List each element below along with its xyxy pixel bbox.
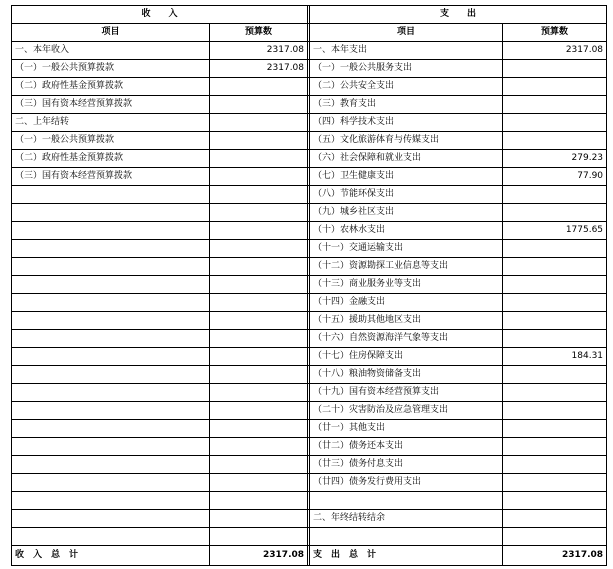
income-amount-cell xyxy=(210,78,308,96)
expense-item-cell: （二）公共安全支出 xyxy=(310,78,503,96)
expense-item-cell: （七）卫生健康支出 xyxy=(310,168,503,186)
income-total-amount: 2317.08 xyxy=(210,546,308,566)
income-amount-cell xyxy=(210,258,308,276)
expense-item-cell: （廿一）其他支出 xyxy=(310,420,503,438)
expense-item-cell: （十八）粮油物资储备支出 xyxy=(310,366,503,384)
expense-item-cell: （十二）资源勘探工业信息等支出 xyxy=(310,258,503,276)
income-amount-cell xyxy=(210,402,308,420)
total-row xyxy=(12,546,607,566)
income-item-cell: （一）一般公共预算拨款 xyxy=(12,132,210,150)
expense-amount-cell xyxy=(503,240,607,258)
section-header-row xyxy=(12,6,607,24)
expense-item-cell: （六）社会保障和就业支出 xyxy=(310,150,503,168)
expense-amount-cell: 1775.65 xyxy=(503,222,607,240)
income-amount-cell xyxy=(210,330,308,348)
income-amount-cell xyxy=(210,294,308,312)
expense-amount-cell: 184.31 xyxy=(503,348,607,366)
income-item-cell: （三）国有资本经营预算拨款 xyxy=(12,168,210,186)
expense-total-label: 支 出 总 计 xyxy=(310,546,503,566)
table-row xyxy=(12,258,607,276)
expense-amount-cell xyxy=(503,276,607,294)
income-amount-cell xyxy=(210,438,308,456)
income-amount-cell xyxy=(210,366,308,384)
expense-amount-cell xyxy=(503,474,607,492)
income-amount-cell: 2317.08 xyxy=(210,60,308,78)
income-item-cell xyxy=(12,258,210,276)
income-item-cell xyxy=(12,366,210,384)
income-item-cell xyxy=(12,402,210,420)
expense-amount-cell xyxy=(503,294,607,312)
income-amount-cell xyxy=(210,420,308,438)
table-row xyxy=(12,114,607,132)
table-row xyxy=(12,438,607,456)
expense-amount-cell xyxy=(503,402,607,420)
income-amount-cell xyxy=(210,456,308,474)
income-item-cell xyxy=(12,204,210,222)
income-amount-cell xyxy=(210,312,308,330)
expense-item-cell: （十三）商业服务业等支出 xyxy=(310,276,503,294)
table-row xyxy=(12,366,607,384)
table-row xyxy=(12,510,607,528)
expense-amount-cell xyxy=(503,456,607,474)
table-row xyxy=(12,222,607,240)
table-row xyxy=(12,78,607,96)
income-item-cell: 二、上年结转 xyxy=(12,114,210,132)
income-item-cell xyxy=(12,420,210,438)
table-row xyxy=(12,96,607,114)
expense-amount-cell xyxy=(503,366,607,384)
income-item-header: 项目 xyxy=(12,24,210,42)
income-item-cell xyxy=(12,528,210,546)
income-item-cell xyxy=(12,222,210,240)
table-row xyxy=(12,132,607,150)
expense-amount-header: 预算数 xyxy=(503,24,607,42)
table-row xyxy=(12,276,607,294)
income-item-cell xyxy=(12,474,210,492)
income-amount-cell xyxy=(210,186,308,204)
expense-amount-cell xyxy=(503,60,607,78)
income-item-cell xyxy=(12,348,210,366)
income-amount-cell xyxy=(210,204,308,222)
income-item-cell xyxy=(12,312,210,330)
expense-amount-cell: 279.23 xyxy=(503,150,607,168)
income-amount-cell xyxy=(210,150,308,168)
table-row xyxy=(12,204,607,222)
table-row xyxy=(12,60,607,78)
income-amount-header: 预算数 xyxy=(210,24,308,42)
expense-amount-cell xyxy=(503,312,607,330)
table-row xyxy=(12,42,607,60)
income-item-cell xyxy=(12,510,210,528)
expense-item-cell: （廿三）债务付息支出 xyxy=(310,456,503,474)
expense-amount-cell xyxy=(503,78,607,96)
expense-amount-cell xyxy=(503,114,607,132)
income-amount-cell xyxy=(210,348,308,366)
expense-item-cell: （十九）国有资本经营预算支出 xyxy=(310,384,503,402)
expense-item-cell: （八）节能环保支出 xyxy=(310,186,503,204)
column-header-row xyxy=(12,24,607,42)
income-item-cell: 一、本年收入 xyxy=(12,42,210,60)
table-body xyxy=(12,42,607,546)
expense-item-cell: （三）教育支出 xyxy=(310,96,503,114)
budget-table xyxy=(11,5,607,566)
income-item-cell xyxy=(12,294,210,312)
income-amount-cell xyxy=(210,96,308,114)
expense-amount-cell: 2317.08 xyxy=(503,42,607,60)
table-row xyxy=(12,168,607,186)
income-amount-cell xyxy=(210,114,308,132)
table-row xyxy=(12,240,607,258)
expense-amount-cell: 77.90 xyxy=(503,168,607,186)
income-section-header: 收 入 xyxy=(12,6,308,24)
income-item-cell xyxy=(12,276,210,294)
income-amount-cell xyxy=(210,276,308,294)
expense-amount-cell xyxy=(503,384,607,402)
expense-item-cell: （一）一般公共服务支出 xyxy=(310,60,503,78)
income-item-cell: （一）一般公共预算拨款 xyxy=(12,60,210,78)
expense-item-cell: （十四）金融支出 xyxy=(310,294,503,312)
income-item-cell xyxy=(12,186,210,204)
income-total-label: 收 入 总 计 xyxy=(12,546,210,566)
income-amount-cell xyxy=(210,384,308,402)
expense-item-header: 项目 xyxy=(310,24,503,42)
expense-item-cell: 一、本年支出 xyxy=(310,42,503,60)
income-amount-cell: 2317.08 xyxy=(210,42,308,60)
income-amount-cell xyxy=(210,510,308,528)
income-item-cell: （二）政府性基金预算拨款 xyxy=(12,150,210,168)
expense-item-cell: （二十）灾害防治及应急管理支出 xyxy=(310,402,503,420)
income-amount-cell xyxy=(210,168,308,186)
expense-item-cell: （廿四）债务发行费用支出 xyxy=(310,474,503,492)
expense-amount-cell xyxy=(503,330,607,348)
income-item-cell xyxy=(12,438,210,456)
expense-amount-cell xyxy=(503,132,607,150)
expense-item-cell: （十六）自然资源海洋气象等支出 xyxy=(310,330,503,348)
expense-item-cell: （十一）交通运输支出 xyxy=(310,240,503,258)
income-amount-cell xyxy=(210,222,308,240)
expense-item-cell: （十七）住房保障支出 xyxy=(310,348,503,366)
expense-item-cell: （四）科学技术支出 xyxy=(310,114,503,132)
table-row xyxy=(12,312,607,330)
income-item-cell xyxy=(12,240,210,258)
income-amount-cell xyxy=(210,474,308,492)
income-amount-cell xyxy=(210,528,308,546)
income-item-cell xyxy=(12,456,210,474)
expense-item-cell: （十）农林水支出 xyxy=(310,222,503,240)
expense-item-cell: （十五）援助其他地区支出 xyxy=(310,312,503,330)
income-amount-cell xyxy=(210,492,308,510)
expense-total-amount: 2317.08 xyxy=(503,546,607,566)
expense-amount-cell xyxy=(503,258,607,276)
expense-amount-cell xyxy=(503,186,607,204)
income-item-cell: （三）国有资本经营预算拨款 xyxy=(12,96,210,114)
expense-amount-cell xyxy=(503,492,607,510)
table-row xyxy=(12,420,607,438)
expense-item-cell: （九）城乡社区支出 xyxy=(310,204,503,222)
table-row xyxy=(12,474,607,492)
income-amount-cell xyxy=(210,132,308,150)
income-item-cell xyxy=(12,492,210,510)
table-row xyxy=(12,402,607,420)
expense-amount-cell xyxy=(503,204,607,222)
income-item-cell: （二）政府性基金预算拨款 xyxy=(12,78,210,96)
table-row xyxy=(12,384,607,402)
income-item-cell xyxy=(12,384,210,402)
expense-item-cell: 二、年终结转结余 xyxy=(310,510,503,528)
income-item-cell xyxy=(12,330,210,348)
table-row xyxy=(12,294,607,312)
expense-item-cell: （五）文化旅游体育与传媒支出 xyxy=(310,132,503,150)
expense-amount-cell xyxy=(503,96,607,114)
expense-item-cell: （廿二）债务还本支出 xyxy=(310,438,503,456)
table-row xyxy=(12,492,607,510)
table-row xyxy=(12,456,607,474)
expense-amount-cell xyxy=(503,528,607,546)
expense-amount-cell xyxy=(503,420,607,438)
income-amount-cell xyxy=(210,240,308,258)
table-row xyxy=(12,150,607,168)
table-row xyxy=(12,348,607,366)
expense-amount-cell xyxy=(503,510,607,528)
expense-amount-cell xyxy=(503,438,607,456)
expense-item-cell xyxy=(310,492,503,510)
expense-item-cell xyxy=(310,528,503,546)
table-row xyxy=(12,330,607,348)
table-row xyxy=(12,528,607,546)
expense-section-header: 支 出 xyxy=(310,6,607,24)
table-row xyxy=(12,186,607,204)
